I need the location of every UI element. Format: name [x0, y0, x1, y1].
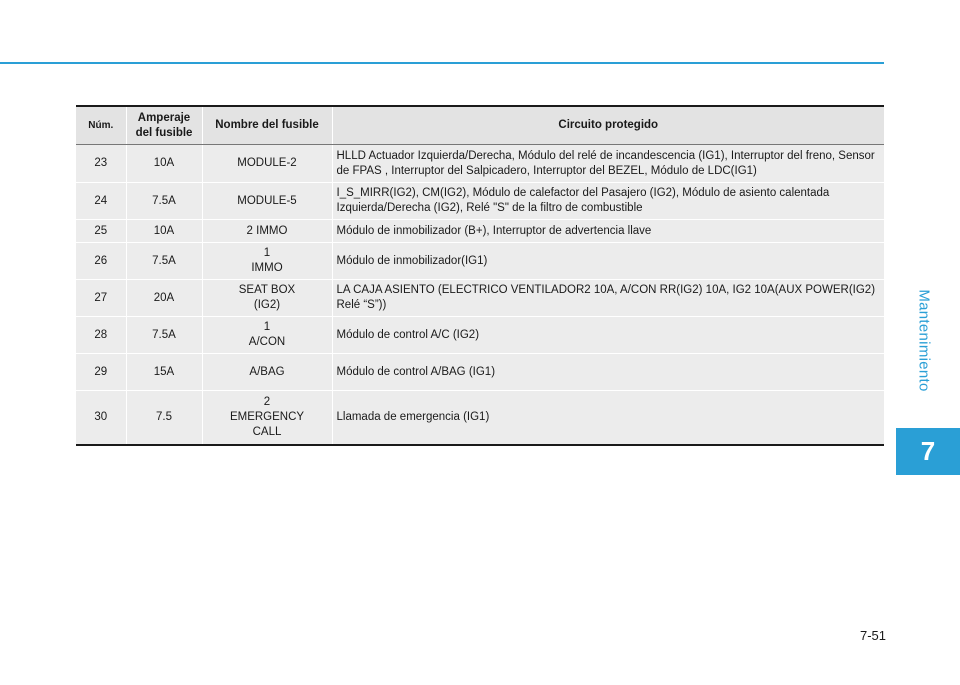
cell-num: 30 [76, 391, 126, 445]
table-row [76, 183, 884, 220]
cell-amperage: 7.5A [126, 243, 202, 280]
table-row [76, 391, 884, 445]
header-circuit: Circuito protegido [332, 106, 884, 145]
cell-circuit: Módulo de control A/BAG (IG1) [332, 354, 884, 391]
fuse-name-line: IMMO [251, 262, 283, 274]
cell-num: 29 [76, 354, 126, 391]
header-num: Núm. [76, 106, 126, 145]
fuse-name-line: MODULE-5 [237, 194, 297, 207]
top-rule [0, 62, 884, 64]
table-body [76, 145, 884, 445]
table-row [76, 220, 884, 243]
cell-fuse-name [202, 183, 332, 220]
page-number: 7-51 [859, 628, 886, 643]
cell-amperage: 20A [126, 280, 202, 317]
fuse-name-line: SEAT BOX [238, 284, 296, 296]
fuse-name-line: CALL [252, 425, 282, 438]
fuse-table [76, 105, 884, 446]
fuse-name-line: 1 [263, 321, 271, 333]
table-row [76, 243, 884, 280]
cell-fuse-name [202, 145, 332, 183]
cell-fuse-name [202, 243, 332, 280]
fuse-name-line: 2 IMMO [246, 224, 288, 237]
cell-fuse-name [202, 354, 332, 391]
table-row [76, 280, 884, 317]
cell-num: 25 [76, 220, 126, 243]
cell-circuit: LA CAJA ASIENTO (ELECTRICO VENTILADOR2 10A, A/CON RR(IG2) 10A, IG2 10A(AUX POWER(IG2) Relé “S”)) [332, 280, 884, 317]
table-header-row [76, 106, 884, 145]
table-row [76, 354, 884, 391]
chapter-number: 7 [920, 436, 936, 466]
cell-fuse-name [202, 280, 332, 317]
cell-circuit: Módulo de control A/C (IG2) [332, 317, 884, 354]
cell-circuit: I_S_MIRR(IG2), CM(IG2), Módulo de calefactor del Pasajero (IG2), Módulo de asiento calentada Izquierda/Derecha (IG2), Relé "S" de la filtro de combustible [332, 183, 884, 220]
fuse-name-line: MODULE-2 [237, 157, 297, 169]
cell-fuse-name [202, 391, 332, 445]
cell-amperage: 10A [126, 220, 202, 243]
cell-fuse-name [202, 220, 332, 243]
cell-num: 24 [76, 183, 126, 220]
chapter-badge [896, 428, 960, 475]
fuse-name-line: EMERGENCY [229, 410, 305, 423]
cell-num: 28 [76, 317, 126, 354]
cell-amperage: 7.5 [126, 391, 202, 445]
fuse-name-line: 1 [263, 247, 271, 259]
cell-fuse-name [202, 317, 332, 354]
cell-circuit: HLLD Actuador Izquierda/Derecha, Módulo del relé de incandescencia (IG1), Interruptor del freno, Sensor de FPAS , Interruptor del Salpicadero, Interruptor del BEZEL, Módulo de LDC(IG1) [332, 145, 884, 183]
fuse-name-line: A/BAG [249, 365, 285, 378]
cell-amperage: 7.5A [126, 183, 202, 220]
table-row [76, 145, 884, 183]
side-tab-label: Mantenimiento [915, 288, 933, 392]
table-row [76, 317, 884, 354]
fuse-name-line: 2 [263, 395, 271, 408]
cell-circuit: Módulo de inmobilizador (B+), Interruptor de advertencia llave [332, 220, 884, 243]
header-name: Nombre del fusible [202, 106, 332, 145]
cell-num: 23 [76, 145, 126, 183]
cell-num: 27 [76, 280, 126, 317]
cell-circuit: Llamada de emergencia (IG1) [332, 391, 884, 445]
cell-amperage: 10A [126, 145, 202, 183]
header-amperage: Amperaje del fusible [126, 106, 202, 145]
fuse-name-line: A/CON [248, 336, 286, 348]
side-tab [896, 250, 952, 430]
cell-amperage: 7.5A [126, 317, 202, 354]
cell-circuit: Módulo de inmobilizador(IG1) [332, 243, 884, 280]
cell-amperage: 15A [126, 354, 202, 391]
fuse-name-line: (IG2) [253, 299, 281, 311]
cell-num: 26 [76, 243, 126, 280]
